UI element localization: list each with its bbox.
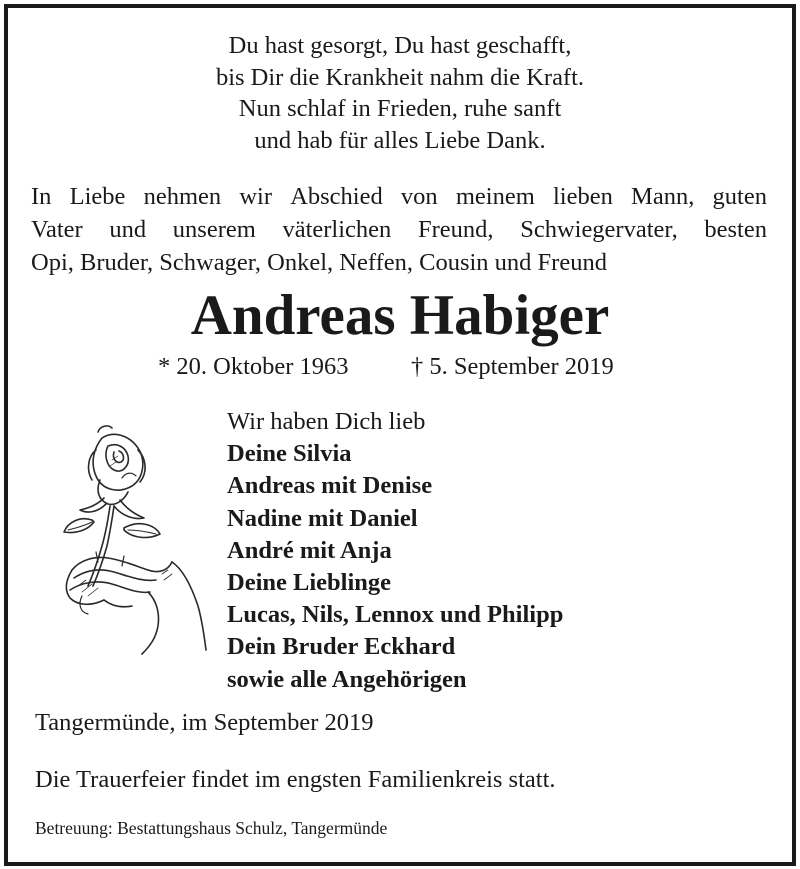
intro-line-3: [31, 246, 767, 279]
intro-word: Liebe: [69, 183, 126, 210]
deceased-name: Andreas Habiger: [190, 284, 610, 347]
intro-word: väterlichen: [282, 216, 392, 243]
intro-word: meinem: [455, 183, 535, 210]
poem-line: Du hast gesorgt, Du hast geschafft,: [228, 32, 572, 59]
mourner-name: sowie alle Angehörigen: [227, 665, 467, 693]
intro-word: guten: [712, 183, 767, 210]
intro-word: unserem: [172, 216, 256, 243]
funeral-note: Die Trauerfeier findet im engsten Familienkreis statt.: [35, 766, 556, 793]
death-date: † 5. September 2019: [411, 353, 614, 380]
mourner-name: Lucas, Nils, Lennox und Philipp: [227, 601, 564, 629]
mourner-name: Andreas mit Denise: [227, 472, 433, 500]
intro-word: nehmen: [143, 183, 222, 210]
poem: [0, 30, 800, 156]
intro-word: Schwiegervater,: [520, 216, 678, 243]
mourners-list: [227, 406, 563, 696]
poem-line: und hab für alles Liebe Dank.: [254, 126, 546, 154]
poem-line: Nun schlaf in Frieden, ruhe sanft: [238, 95, 562, 122]
intro-word: lieben: [552, 183, 613, 210]
poem-line: bis Dir die Krankheit nahm die Kraft.: [215, 63, 585, 91]
mourner-name: André mit Anja: [227, 536, 392, 564]
intro-line-2: [31, 213, 767, 246]
intro-word: von: [400, 183, 438, 210]
place-and-date: Tangermünde, im September 2019: [35, 709, 374, 736]
intro-word: wir: [239, 183, 272, 210]
intro-line-1: [31, 180, 767, 213]
intro-word: Mann,: [631, 183, 695, 210]
intro-word: Vater: [31, 216, 83, 243]
funeral-home-note: Betreuung: Bestattungshaus Schulz, Tangermünde: [35, 818, 388, 838]
intro-word: Opi, Bruder, Schwager, Onkel, Neffen, Cousin und Freund: [31, 249, 607, 276]
mourner-name: Nadine mit Daniel: [227, 504, 418, 532]
intro-word: Freund,: [417, 216, 494, 243]
mourners-intro: Wir haben Dich lieb: [227, 408, 426, 435]
mourner-name: Deine Lieblinge: [227, 569, 392, 597]
rose-in-hand-icon: [52, 420, 212, 656]
intro-word: besten: [704, 216, 767, 243]
intro-text: [31, 180, 767, 279]
mourner-name: Deine Silvia: [227, 440, 352, 468]
intro-word: und: [109, 216, 147, 243]
intro-word: Abschied: [290, 183, 383, 210]
intro-word: In: [31, 183, 52, 210]
birth-date: * 20. Oktober 1963: [158, 353, 349, 380]
mourner-name: Dein Bruder Eckhard: [227, 633, 456, 661]
